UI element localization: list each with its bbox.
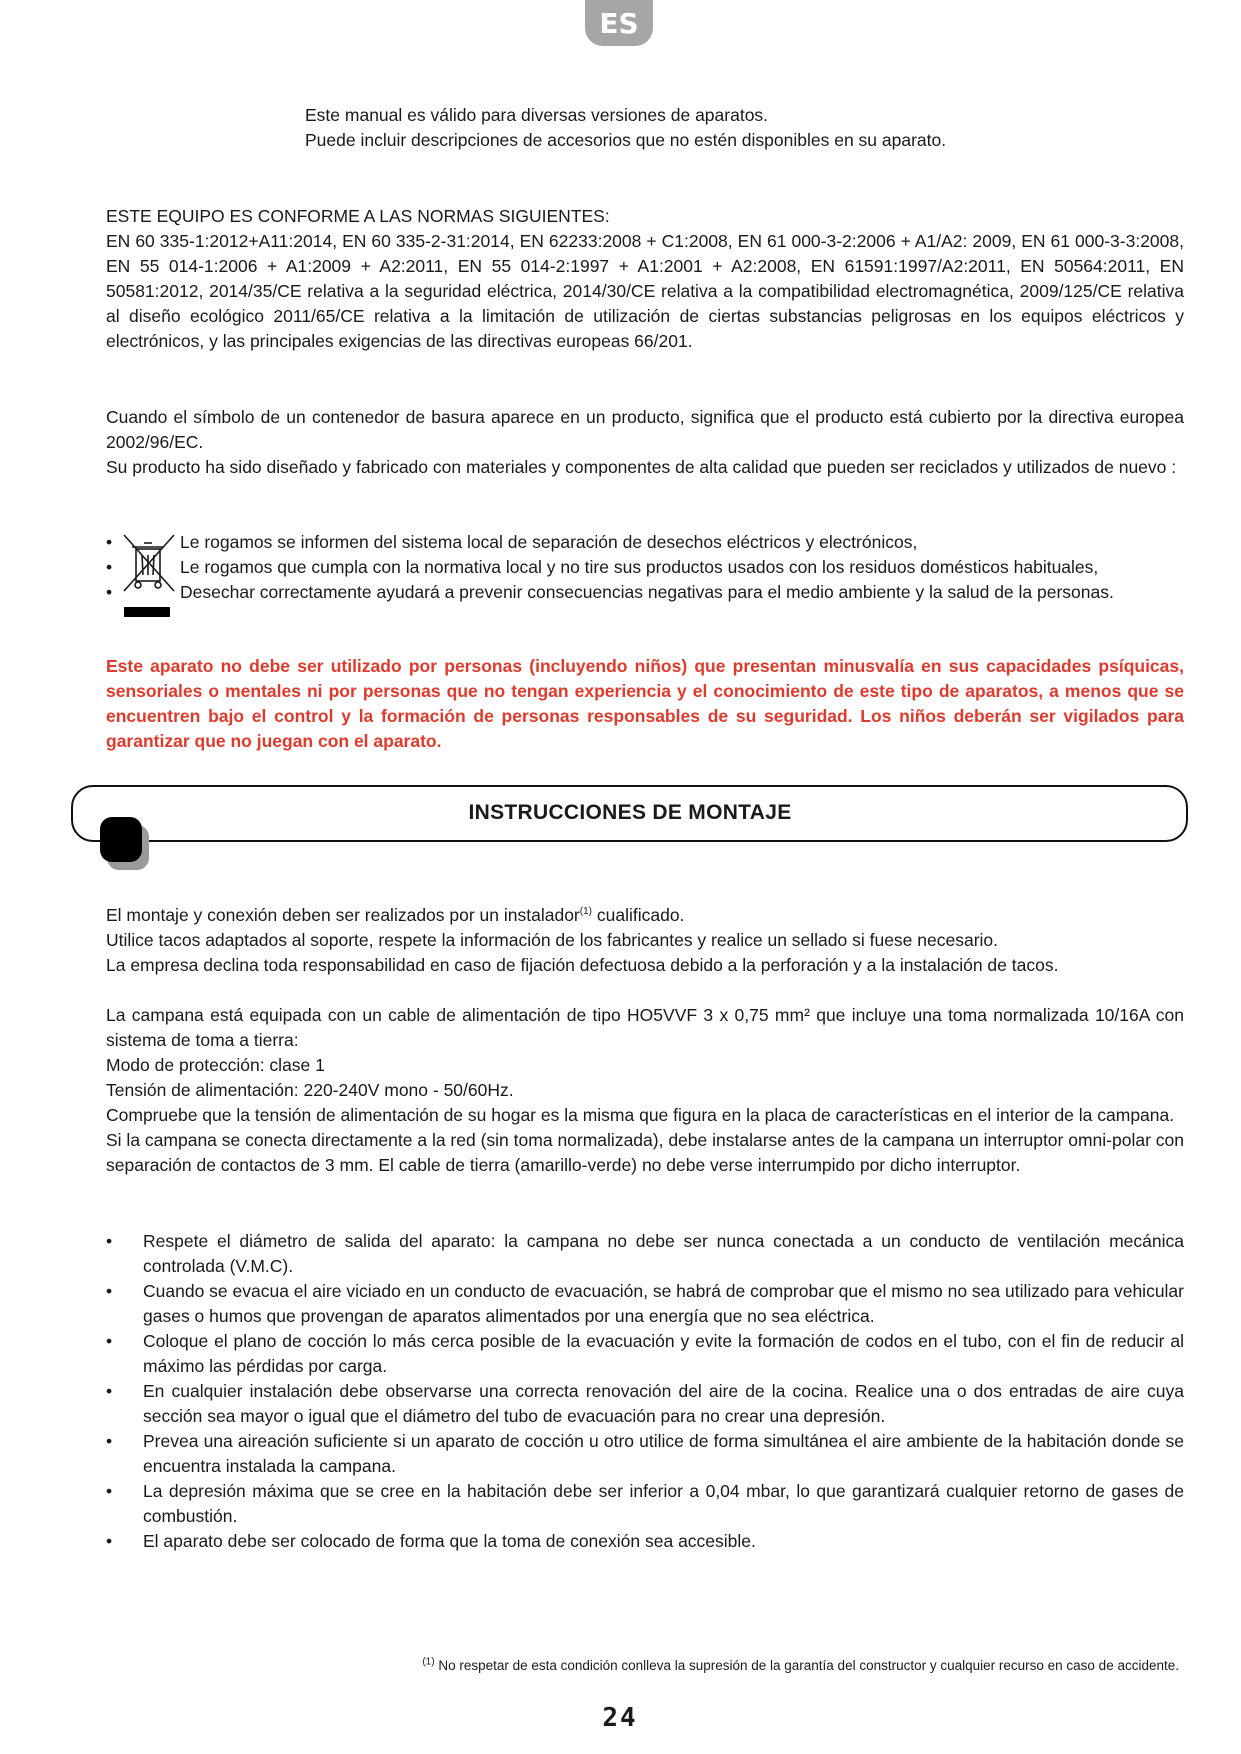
recycling-bullet-list <box>106 530 1184 605</box>
list-item <box>106 555 1184 580</box>
bullet-icon: • <box>106 532 113 552</box>
recycling-section <box>106 405 1184 480</box>
mounting-line: Utilice tacos adaptados al soporte, respete la información de los fabricantes y realice un sellado si fuese necesario. <box>106 930 999 950</box>
bullet-icon: • <box>106 1231 113 1251</box>
list-item <box>106 1529 1184 1554</box>
list-item-text: La depresión máxima que se cree en la habitación debe ser inferior a 0,04 mbar, lo que garantizará cualquier retorno de gases de combustión. <box>143 1481 1184 1526</box>
bullet-icon: • <box>106 1381 113 1401</box>
bullet-icon: • <box>106 1281 113 1301</box>
section-title: INSTRUCCIONES DE MONTAJE <box>468 801 792 824</box>
electrical-paragraph: Si la campana se conecta directamente a la red (sin toma normalizada), debe instalarse antes de la campana un interruptor omni-polar con separación de contactos de 3 mm. El cable de tierra (amarillo-verde) no debe verse interrumpido por dicho interruptor. <box>106 1130 1184 1175</box>
mounting-line <box>106 903 1184 928</box>
list-item <box>106 1379 1184 1429</box>
list-item-text: Coloque el plano de cocción lo más cerca posible de la evacuación y evite la formación de codos en el tubo, con el fin de reducir al máximo las pérdidas por carga. <box>143 1331 1184 1376</box>
electrical-paragraph: Compruebe que la tensión de alimentación de su hogar es la misma que figura en la placa de características en el interior de la campana. <box>106 1105 1175 1125</box>
list-item <box>106 1429 1184 1479</box>
list-item-text: Respete el diámetro de salida del aparato: la campana no debe ser nunca conectada a un conducto de ventilación mecánica controlada (V.M.C). <box>143 1231 1184 1276</box>
mounting-text: El montaje y conexión deben ser realizados por un instalador <box>106 905 580 925</box>
bullet-icon: • <box>106 1531 113 1551</box>
footnote-marker: (1) <box>422 1656 435 1668</box>
intro-line: Puede incluir descripciones de accesorios que no estén disponibles en su aparato. <box>305 130 947 150</box>
section-marker <box>100 817 142 862</box>
norms-heading: ESTE EQUIPO ES CONFORME A LAS NORMAS SIGUIENTES: <box>106 206 610 226</box>
safety-warning: Este aparato no debe ser utilizado por personas (incluyendo niños) que presentan minusvalía en sus capacidades psíquicas, sensoriales o mentales ni por personas que no tengan experiencia y el conocimiento de este tipo de aparatos, a menos que se encuentren bajo el control y la formación de personas responsables de su seguridad. Los niños deberán ser vigilados para garantizar que no juegan con el aparato. <box>106 656 1184 751</box>
recycling-paragraph: Cuando el símbolo de un contenedor de basura aparece en un producto, significa que el producto está cubierto por la directiva europea 2002/96/EC. <box>106 407 1184 452</box>
list-item <box>106 530 1184 555</box>
bullet-icon: • <box>106 1331 113 1351</box>
electrical-paragraph: Tensión de alimentación: 220-240V mono - 50/60Hz. <box>106 1080 514 1100</box>
mounting-intro <box>106 903 1184 978</box>
electrical-paragraph: Modo de protección: clase 1 <box>106 1055 325 1075</box>
electrical-paragraph: La campana está equipada con un cable de alimentación de tipo HO5VVF 3 x 0,75 mm² que incluye una toma normalizada 10/16A con sistema de toma a tierra: <box>106 1005 1184 1050</box>
mounting-text: cualificado. <box>592 905 685 925</box>
list-item-text: Le rogamos que cumpla con la normativa local y no tire sus productos usados con los residuos domésticos habituales, <box>180 557 1099 577</box>
intro-line: Este manual es válido para diversas versiones de aparatos. <box>305 105 769 125</box>
language-badge: ES <box>585 0 653 46</box>
bullet-icon: • <box>106 1481 113 1501</box>
footnote <box>422 1653 1179 1678</box>
list-item-text: Cuando se evacua el aire viciado en un conducto de evacuación, se habrá de comprobar que el mismo no sea utilizado para vehicular gases o humos que provengan de aparatos alimentados por una energía que no sea eléctrica. <box>143 1281 1184 1326</box>
page-number: 24 <box>602 1703 638 1733</box>
footnote-ref: (1) <box>579 906 592 918</box>
list-item-text: El aparato debe ser colocado de forma que la toma de conexión sea accesible. <box>143 1531 756 1551</box>
electrical-section <box>106 1003 1184 1178</box>
list-item <box>106 1479 1184 1529</box>
norms-section <box>106 204 1184 354</box>
list-item-text: Prevea una aireación suficiente si un aparato de cocción u otro utilice de forma simultánea el aire ambiente de la habitación donde se encuentra instalada la campana. <box>143 1431 1184 1476</box>
list-item <box>106 1229 1184 1279</box>
footnote-text: No respetar de esta condición conlleva la supresión de la garantía del constructor y cualquier recurso en caso de accidente. <box>434 1658 1179 1673</box>
mounting-line: La empresa declina toda responsabilidad en caso de fijación defectuosa debido a la perforación y a la instalación de tacos. <box>106 955 1059 975</box>
bullet-icon: • <box>106 1431 113 1451</box>
bullet-icon: • <box>106 582 113 602</box>
list-item-text: En cualquier instalación debe observarse una correcta renovación del aire de la cocina. Realice una o dos entradas de aire cuya sección sea mayor o igual que el diámetro del tubo de evacuación para no crear una depresión. <box>143 1381 1184 1426</box>
norms-text: EN 60 335-1:2012+A11:2014, EN 60 335-2-31:2014, EN 62233:2008 + C1:2008, EN 61 000-3-2:2006 + A1/A2: 2009, EN 61 000-3-3:2008, EN 55 014-1:2006 + A1:2009 + A2:2011, EN 55 014-2:1997 + A1:2001 + A2:2008, EN 61591:1997/A2:2011, EN 50564:2011, EN 50581:2012, 2014/35/CE relativa a la seguridad eléctrica, 2014/30/CE relativa a la compatibilidad electromagnética, 2009/125/CE relativa al diseño ecológico 2011/65/CE relativa a la limitación de utilización de ciertas substancias peligrosas en los equipos eléctricos y electrónicos, y las principales exigencias de las directivas europeas 66/201. <box>106 231 1184 351</box>
list-item-text: Desechar correctamente ayudará a prevenir consecuencias negativas para el medio ambiente y la salud de la personas. <box>180 582 1114 602</box>
list-item <box>106 1279 1184 1329</box>
list-item-text: Le rogamos se informen del sistema local de separación de desechos eléctricos y electrónicos, <box>180 532 918 552</box>
intro-note <box>305 103 1085 153</box>
list-item <box>106 580 1184 605</box>
list-item <box>106 1329 1184 1379</box>
recycling-paragraph: Su producto ha sido diseñado y fabricado con materiales y componentes de alta calidad que pueden ser reciclados y utilizados de nuevo : <box>106 457 1177 477</box>
bullet-icon: • <box>106 557 113 577</box>
installation-bullet-list <box>106 1229 1184 1554</box>
